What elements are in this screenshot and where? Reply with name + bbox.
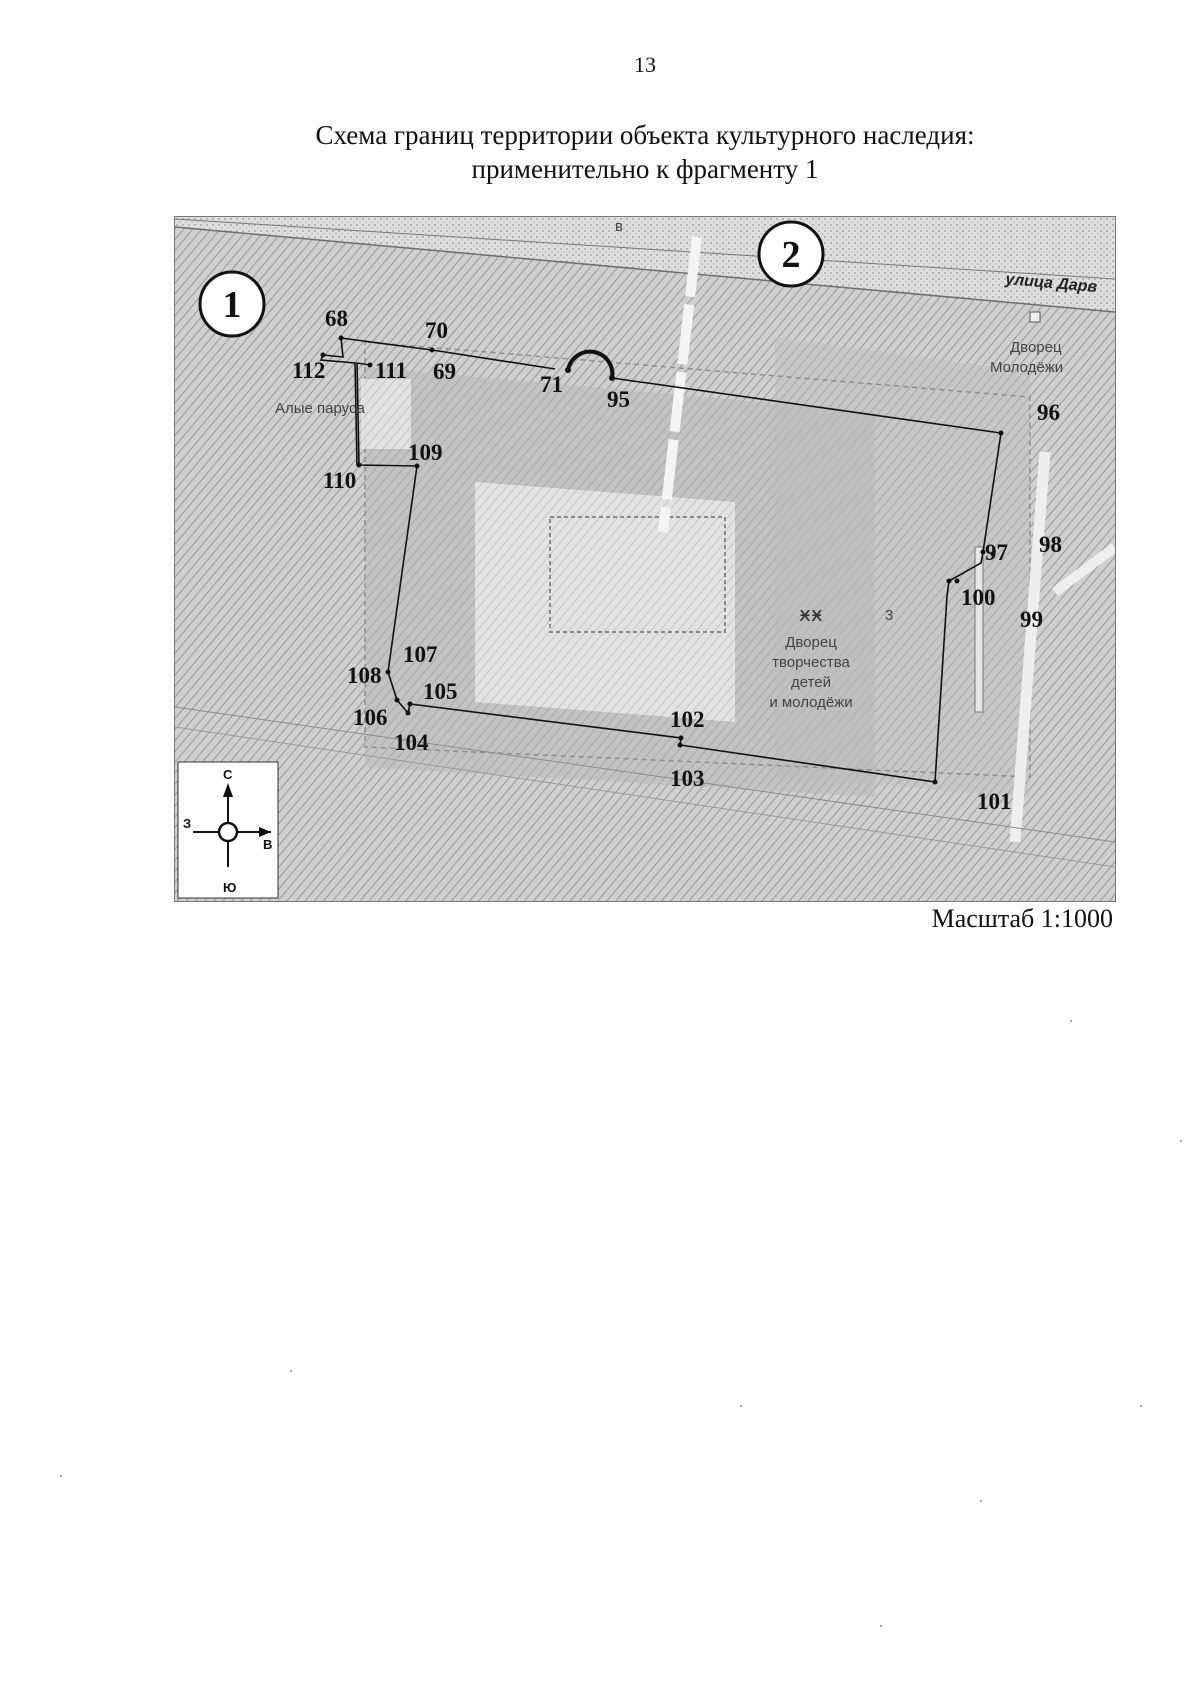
svg-text:детей: детей: [790, 674, 832, 691]
point-label-71: 71: [540, 372, 563, 397]
svg-text:творчества: творчества: [772, 654, 850, 671]
point-label-103: 103: [670, 766, 705, 791]
point-label-111: 111: [375, 358, 407, 383]
sails-label: Алые паруса: [275, 400, 365, 417]
compass-rose: [178, 762, 278, 898]
palace-building: [475, 482, 735, 722]
page-number: 13: [634, 52, 656, 77]
point-label-102: 102: [670, 707, 705, 732]
svg-text:Молодёжи: Молодёжи: [990, 359, 1064, 376]
point-label-105: 105: [423, 679, 458, 704]
point-label-69: 69: [433, 359, 456, 384]
title-line-1: Схема границ территории объекта культурного наследия:: [315, 120, 975, 150]
svg-text:Дворец: Дворец: [785, 634, 837, 651]
point-label-106: 106: [353, 705, 388, 730]
compass-north: С: [223, 767, 233, 782]
page-title: [175, 118, 1115, 186]
svg-text:Дворец: Дворец: [1010, 339, 1062, 356]
point-label-99: 99: [1020, 607, 1043, 632]
point-label-109: 109: [408, 440, 443, 465]
point-label-68: 68: [325, 306, 348, 331]
poi-marker-icon: [1030, 312, 1040, 322]
street-label: улица Дарв: [1004, 271, 1098, 297]
fragment-marker-2: [759, 222, 823, 286]
compass-west: З: [183, 816, 192, 831]
svg-text:1: 1: [222, 284, 242, 326]
compass-south: Ю: [223, 880, 237, 895]
point-label-98: 98: [1039, 532, 1062, 557]
point-label-95: 95: [607, 387, 630, 412]
point-label-101: 101: [977, 789, 1012, 814]
svg-text:2: 2: [781, 234, 801, 276]
fragment-marker-1: [200, 272, 264, 336]
svg-text:и молодёжи: и молодёжи: [769, 694, 853, 711]
map-canvas: [175, 217, 1115, 901]
point-label-100: 100: [961, 585, 996, 610]
point-label-70: 70: [425, 318, 448, 343]
scale-caption: Масштаб 1:1000: [931, 904, 1113, 933]
title-line-2: применительно к фрагменту 1: [471, 154, 819, 184]
people-icon: ӿӿ: [799, 602, 823, 626]
compass-east: В: [263, 837, 273, 852]
street-letter: в: [615, 218, 623, 235]
building-number: 3: [885, 607, 894, 624]
point-label-110: 110: [323, 468, 357, 493]
point-label-96: 96: [1037, 400, 1060, 425]
point-label-97: 97: [985, 540, 1008, 565]
point-label-107: 107: [403, 642, 438, 667]
point-label-112: 112: [292, 358, 326, 383]
boundary-map: [174, 216, 1116, 902]
point-label-108: 108: [347, 663, 382, 688]
point-label-104: 104: [394, 730, 429, 755]
